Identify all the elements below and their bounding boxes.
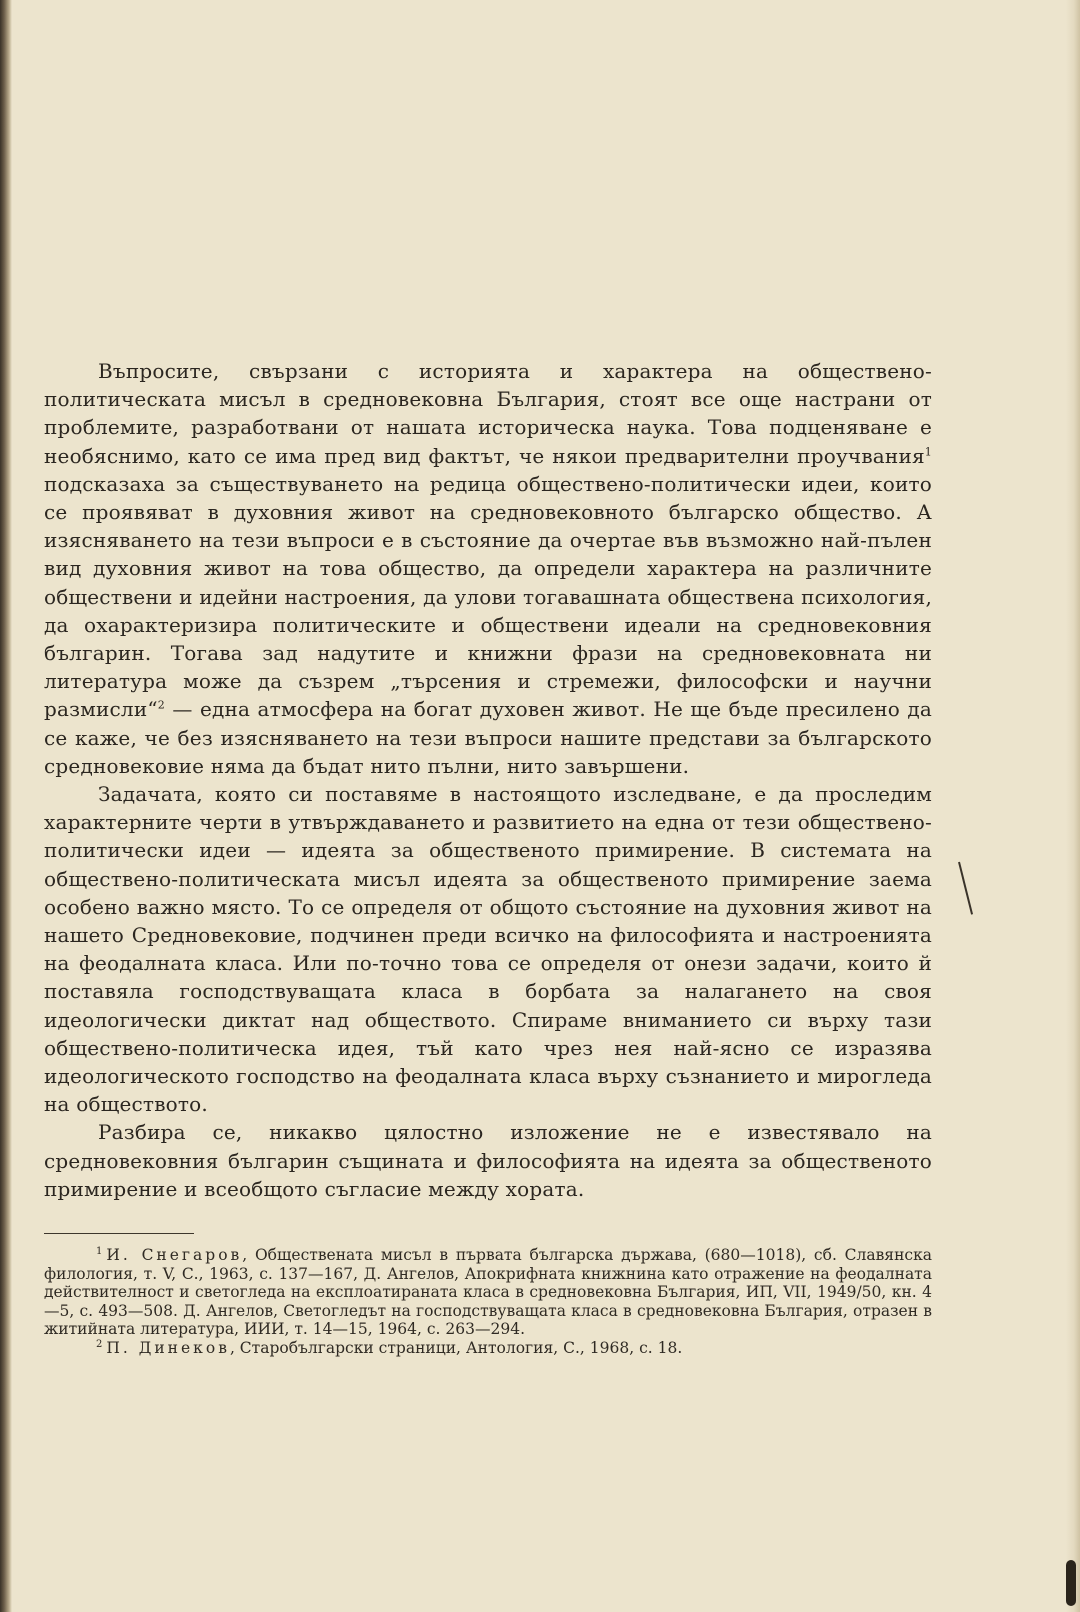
footnote-ref-1[interactable]: 1 — [924, 444, 932, 458]
footnote-separator — [44, 1233, 194, 1234]
margin-pencil-mark — [958, 862, 973, 915]
page-corner-mark — [1066, 1560, 1076, 1606]
page-edge-shadow — [1066, 0, 1080, 1612]
footnote-ref-2[interactable]: 2 — [157, 698, 165, 712]
paragraph-3: Разбира се, никакво цялостно изложение не е известявало на средновековния българин същината и философията на идеята за общественото примирение и всеобщото съгласие между хората. — [44, 1120, 932, 1201]
footnote-1-text: , Обществената мисъл в първата българска държава, (680—1018), сб. Славянска филология, т. V, С., 1963, с. 137—167, Д. Ангелов, Апокрифната книжнина като отражение на феодалната действителност и светогледа на експлоатираната класа в средновековна България, ИП, VII, 1949/50, кн. 4—5, с. 493—508. Д. Ангелов, Светогледът на господствуващата класа в средновековна България, отразен в житийната литература, ИИИ, т. 14—15, 1964, с. 263—294. — [44, 1246, 933, 1339]
footnote-1-number: 1 — [96, 1245, 103, 1257]
footnote-2 — [44, 1339, 932, 1358]
footnote-2-number: 2 — [96, 1338, 103, 1350]
paragraph-1-part-1: Въпросите, свързани с историята и характера на обществено-политическата мисъл в средновековна България, стоят все още настрани от проблемите, разработвани от нашата историческа наука. Това подценяване е необяснимо, като се има пред вид фактът, че някои предварителни проучвания — [44, 359, 932, 468]
main-text — [44, 357, 932, 1203]
text-block — [44, 357, 932, 1358]
paragraph-1-part-2: подсказаха за съществуването на редица обществено-политически идеи, които се проявяват в духовния живот на средновековното българско общество. А изясняването на тези въпроси е в състояние да очертае във възможно най-пълен вид духовния живот на това общество, да определи характера на различните обществени и идейни настроения, да улови тогавашната обществена психология, да охарактеризира политическите и обществени идеали на средновековния българин. Тогава зад надутите и книжни фрази на средновековната ни литература може да съзрем „търсения и стремежи, философски и научни размисли“ — [44, 471, 932, 722]
page-binding-shadow — [0, 0, 12, 1612]
paragraph-1 — [44, 357, 932, 780]
paragraph-1-part-3: — една атмосфера на богат духовен живот. Не ще бъде пресилено да се каже, че без изясняването на тези въпроси нашите представи за българското средновековие няма да бъдат нито пълни, нито завършени. — [44, 697, 932, 778]
footnotes — [44, 1246, 932, 1358]
footnote-1 — [44, 1246, 932, 1339]
footnote-2-text: , Старобългарски страници, Антология, С., 1968, с. 18. — [229, 1339, 683, 1358]
footnote-2-author: П. Динеков — [106, 1339, 230, 1358]
paragraph-2: Задачата, която си поставяме в настоящото изследване, е да проследим характерните черти в утвърждаването и развитието на една от тези обществено-политически идеи — идеята за общественото примирение. В системата на обществено-политическата мисъл идеята за общественото примирение заема особено важно място. То се определя от общото състояние на духовния живот на нашето Средновековие, подчинен преди всичко на философията и настроенията на феодалната класа. Или по-точно това се определя от онези задачи, които й поставяла господствуващата класа в борбата за налагането на своя идеологически диктат над обществото. Спираме вниманието си върху тази обществено-политическа идея, тъй като чрез нея най-ясно се изразява идеологическото господство на феодалната класа върху съзнанието и мирогледа на обществото. — [44, 782, 932, 1117]
footnote-1-author: И. Снегаров — [106, 1246, 243, 1265]
